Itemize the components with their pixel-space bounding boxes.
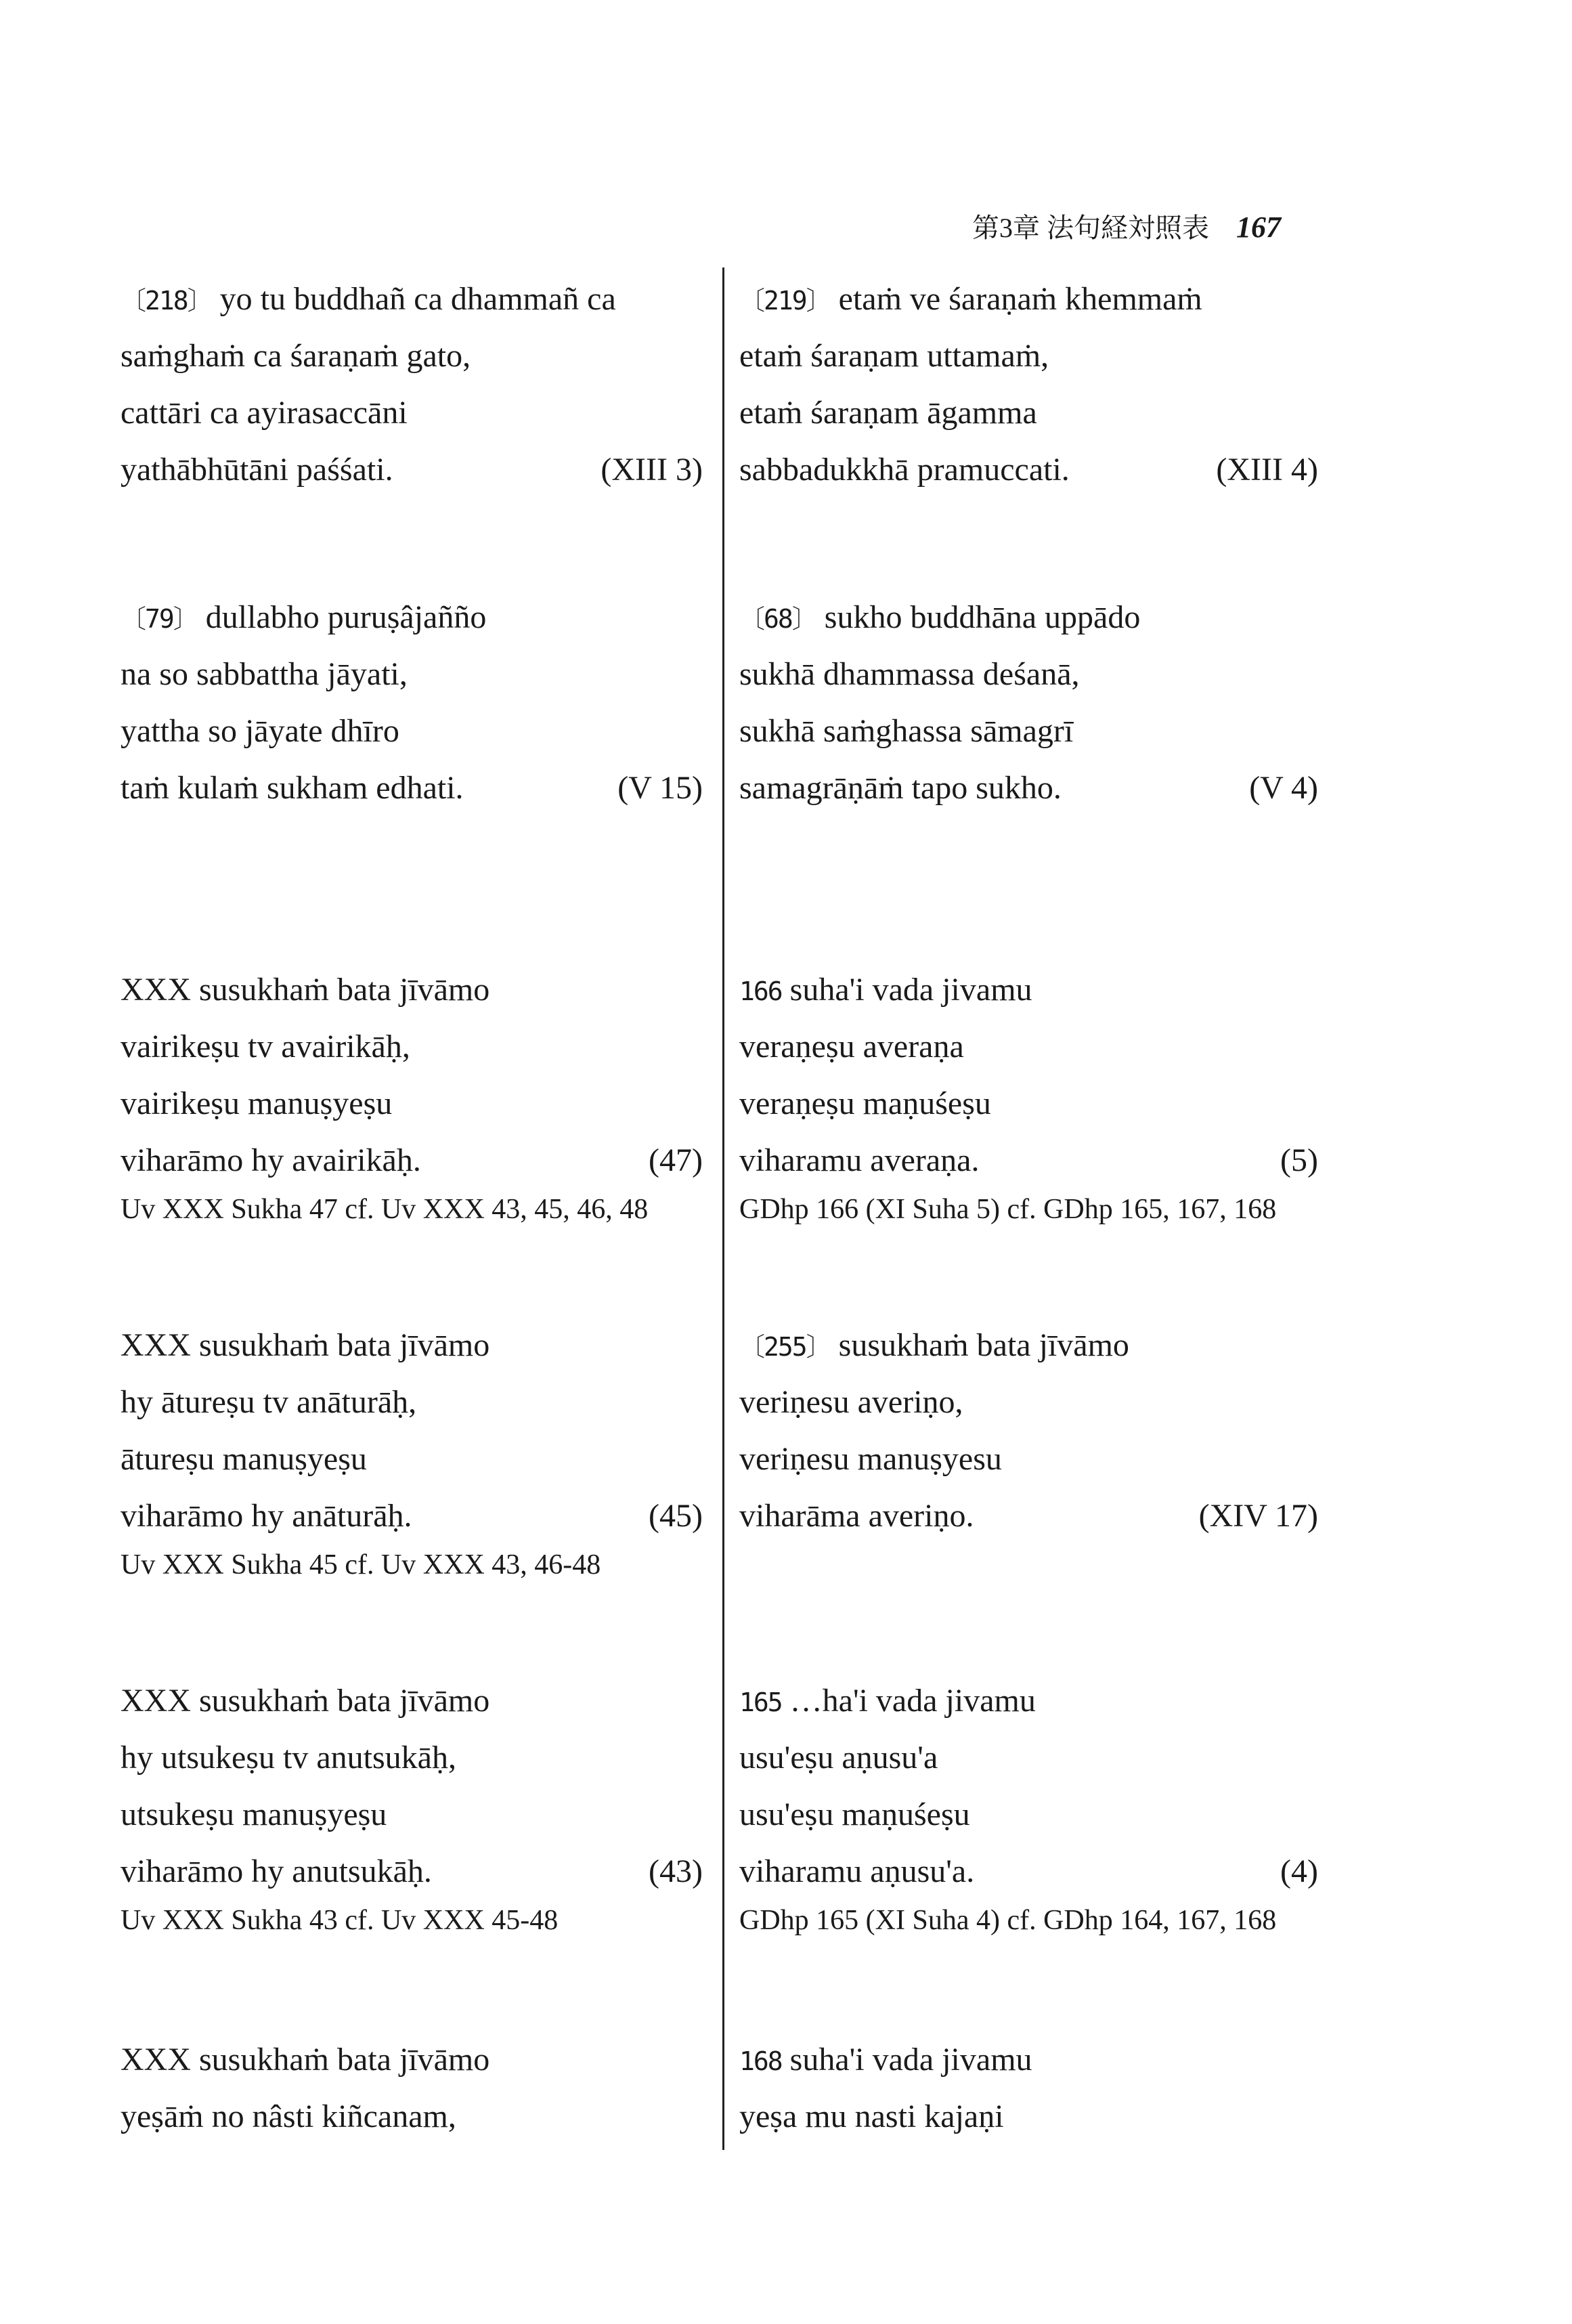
verse-line: hy utsukeṣu tv anutsukāḥ, [121,1740,456,1776]
verse-block-left-1 [121,271,703,498]
verse-number: 〔68〕 [739,604,816,634]
cross-reference-note: Uv XXX Sukha 43 cf. Uv XXX 45-48 [121,1905,559,1936]
chapter-title: 第3章 法句経対照表 [972,213,1209,243]
verse-number: 〔218〕 [121,286,212,316]
verse-reference: (5) [1280,1142,1318,1178]
verse-line: sukhā saṁghassa sāmagrī [739,713,1074,749]
verse-block-left-4 [121,1317,703,1585]
verse-block-left-3 [121,962,703,1230]
verse-line: yathābhūtāni paśśati. [121,452,393,488]
verse-reference: (4) [1280,1853,1318,1889]
verse-line: samagrāṇāṁ tapo sukho. [739,770,1062,806]
verse-line: usu'eṣu aṇusu'a [739,1740,938,1776]
verse-block-left-5 [121,1673,703,1941]
verse-number: 166 [739,976,782,1006]
column-divider [722,267,724,2150]
verse-line: saṁghaṁ ca śaraṇaṁ gato, [121,338,471,374]
verse-line: …ha'i vada jivamu [789,1683,1036,1719]
verse-line: veriṇesu manuṣyesu [739,1441,1002,1477]
verse-number: XXX [121,1327,191,1363]
verse-line: suha'i vada jivamu [789,972,1032,1008]
verse-block-left-6 [121,2031,703,2145]
verse-line: etaṁ ve śaraṇaṁ khemmaṁ [838,281,1202,317]
verse-reference: (V 15) [617,770,703,806]
verse-block-right-4 [739,1317,1318,1545]
verse-line: yeṣāṁ no nâsti kiñcanam, [121,2099,456,2134]
verse-number: XXX [121,972,191,1008]
verse-line: utsukeṣu manuṣyeṣu [121,1796,387,1832]
verse-block-left-2 [121,589,703,817]
verse-line: hy ātureṣu tv anāturāḥ, [121,1384,417,1420]
verse-reference: (47) [649,1142,703,1178]
verse-line: susukhaṁ bata jīvāmo [838,1327,1129,1363]
verse-number: XXX [121,1683,191,1719]
verse-number: XXX [121,2042,191,2078]
verse-line: susukhaṁ bata jīvāmo [199,1683,490,1719]
verse-block-right-2 [739,589,1318,817]
verse-line: yattha so jāyate dhīro [121,713,399,749]
verse-line: yo tu buddhañ ca dhammañ ca [219,281,616,317]
verse-line: usu'eṣu maṇuśeṣu [739,1796,970,1832]
page-number: 167 [1236,211,1281,244]
verse-line: veraṇeṣu maṇuśeṣu [739,1085,991,1121]
verse-line: susukhaṁ bata jīvāmo [199,972,490,1008]
verse-line: cattāri ca ayirasaccāni [121,395,408,431]
verse-number: 165 [739,1687,782,1717]
running-header [972,207,1281,245]
verse-reference: (45) [649,1498,703,1534]
verse-reference: (XIV 17) [1198,1498,1318,1534]
verse-reference: (43) [649,1853,703,1889]
verse-line: sukhā dhammassa deśanā, [739,656,1080,692]
verse-line: viharāmo hy anāturāḥ. [121,1498,412,1534]
verse-number: 〔255〕 [739,1332,831,1362]
cross-reference-note: GDhp 166 (XI Suha 5) cf. GDhp 165, 167, 168 [739,1194,1277,1225]
verse-line: susukhaṁ bata jīvāmo [199,2042,490,2078]
verse-line: taṁ kulaṁ sukham edhati. [121,770,464,806]
verse-block-right-5 [739,1673,1318,1941]
verse-line: susukhaṁ bata jīvāmo [199,1327,490,1363]
verse-line: sukho buddhāna uppādo [824,599,1141,635]
verse-number: 168 [739,2046,782,2076]
verse-line: dullabho puruṣâjañño [205,599,487,635]
verse-line: ātureṣu manuṣyeṣu [121,1441,367,1477]
verse-line: etaṁ śaraṇam āgamma [739,395,1037,431]
verse-line: yeṣa mu nasti kajaṇi [739,2099,1004,2134]
cross-reference-note: GDhp 165 (XI Suha 4) cf. GDhp 164, 167, 168 [739,1905,1277,1936]
verse-line: suha'i vada jivamu [789,2042,1032,2078]
verse-block-right-6 [739,2031,1318,2145]
verse-line: sabbadukkhā pramuccati. [739,452,1070,488]
verse-line: etaṁ śaraṇam uttamaṁ, [739,338,1049,374]
verse-number: 〔219〕 [739,286,831,316]
verse-line: vairikeṣu manuṣyeṣu [121,1085,393,1121]
verse-line: veraṇeṣu averaṇa [739,1029,964,1064]
verse-reference: (XIII 3) [601,452,703,488]
verse-reference: (XIII 4) [1216,452,1318,488]
verse-block-right-1 [739,271,1318,498]
verse-line: veriṇesu averiṇo, [739,1384,963,1420]
verse-block-right-3 [739,962,1318,1230]
verse-line: viharāma averiṇo. [739,1498,974,1534]
verse-line: viharāmo hy avairikāḥ. [121,1142,421,1178]
verse-reference: (V 4) [1249,770,1318,806]
verse-line: viharamu aṇusu'a. [739,1853,975,1889]
verse-line: viharamu averaṇa. [739,1142,980,1178]
verse-line: viharāmo hy anutsukāḥ. [121,1853,432,1889]
cross-reference-note: Uv XXX Sukha 47 cf. Uv XXX 43, 45, 46, 48 [121,1194,649,1225]
verse-line: na so sabbattha jāyati, [121,656,408,692]
verse-line: vairikeṣu tv avairikāḥ, [121,1029,410,1064]
verse-number: 〔79〕 [121,604,198,634]
cross-reference-note: Uv XXX Sukha 45 cf. Uv XXX 43, 46-48 [121,1549,601,1580]
